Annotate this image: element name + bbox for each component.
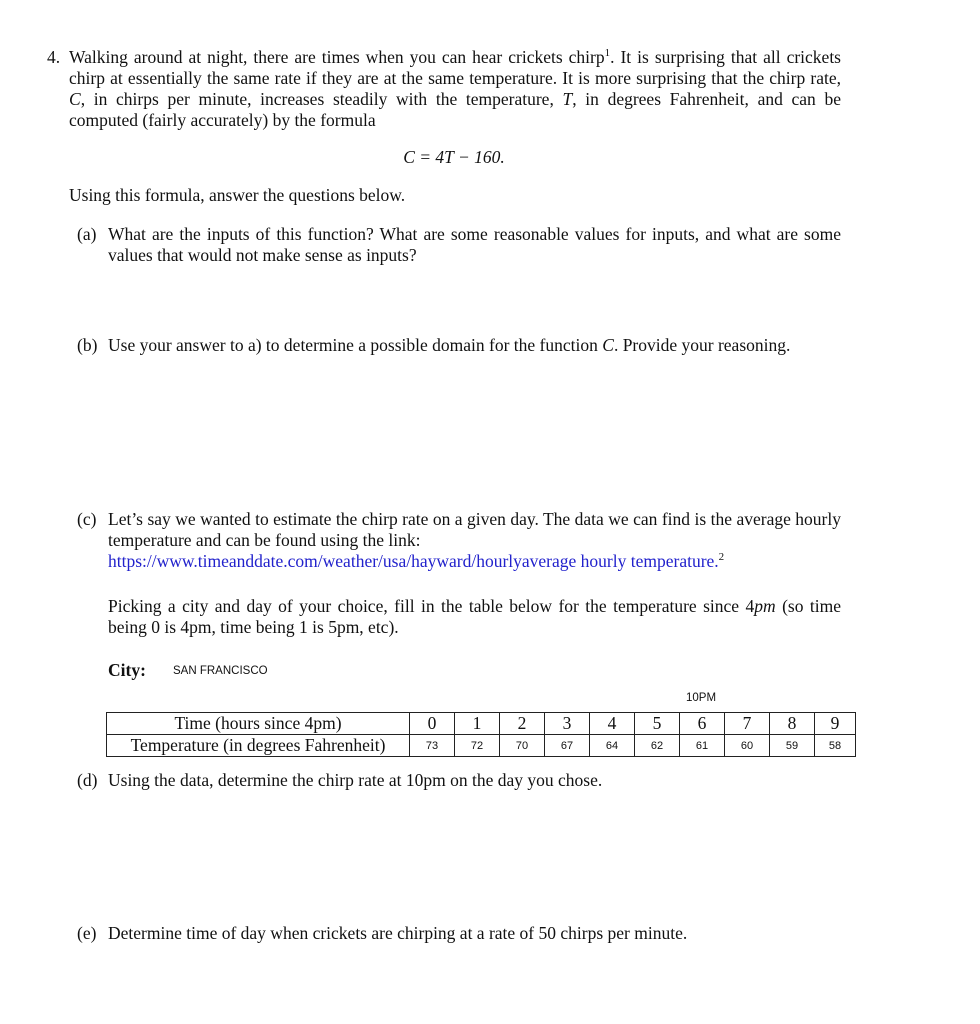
intro-text-4: , in degrees Fahrenheit, and can be computed (fairly accurately) by the formula <box>69 89 841 130</box>
time-cell: 1 <box>455 713 500 735</box>
time-cell: 0 <box>410 713 455 735</box>
temperature-cell[interactable]: 72 <box>455 735 500 757</box>
part-b-text <box>108 335 841 356</box>
city-label: City: <box>108 660 146 680</box>
instruction-text-2: (so time being 0 is 4pm, time being 1 is 5pm, etc). <box>108 596 841 637</box>
part-e-label: (e) <box>77 923 97 943</box>
temperature-cell[interactable]: 64 <box>590 735 635 757</box>
time-cell: 9 <box>815 713 856 735</box>
part-b-variable: C <box>602 335 614 355</box>
temperature-cell[interactable]: 59 <box>770 735 815 757</box>
part-c-text <box>108 509 841 572</box>
time-cell: 2 <box>500 713 545 735</box>
formula <box>0 147 908 168</box>
time-cell: 8 <box>770 713 815 735</box>
variable-t: T <box>562 89 573 109</box>
formula-text: C = 4T − 160. <box>403 147 505 167</box>
time-cell: 5 <box>635 713 680 735</box>
part-d-label: (d) <box>77 770 98 790</box>
footnote-marker-1: 1 <box>604 47 611 60</box>
temperature-cell[interactable]: 61 <box>680 735 725 757</box>
footnote-marker-2: 2 <box>718 551 725 564</box>
part-c-instruction <box>108 596 841 638</box>
temperature-row-label: Temperature (in degrees Fahrenheit) <box>107 735 410 757</box>
part-c-body: Let’s say we wanted to estimate the chirp rate on a given day. The data we can find is the average hourly temperature and can be found using the link: <box>108 509 841 550</box>
intro-text-1: Walking around at night, there are times when you can hear crickets chirp <box>69 47 605 67</box>
intro-text-2: . It is surprising that all crickets chirp at essentially the same rate if they are at the same temperature. It is more surprising that the chirp rate, <box>69 47 841 88</box>
problem-number: 4. <box>47 47 61 67</box>
annotation-10pm: 10PM <box>686 692 717 704</box>
temperature-row <box>107 735 856 757</box>
part-b-text-1: Use your answer to a) to determine a possible domain for the function <box>108 335 603 355</box>
problem-intro <box>69 47 841 131</box>
intro-text-3: , in chirps per minute, increases steadily with the temperature, <box>80 89 563 109</box>
part-a-label: (a) <box>77 224 97 244</box>
temperature-cell[interactable]: 58 <box>815 735 856 757</box>
part-b-text-2: . Provide your reasoning. <box>613 335 791 355</box>
weather-link[interactable]: https://www.timeanddate.com/weather/usa/hayward/hourlyaverage hourly temperature. <box>108 551 719 571</box>
part-a-text: What are the inputs of this function? What are some reasonable values for inputs, and what are some values that would not make sense as inputs? <box>108 224 841 265</box>
time-cell: 4 <box>590 713 635 735</box>
variable-c: C <box>69 89 81 109</box>
part-b-label: (b) <box>77 335 98 355</box>
temperature-cell[interactable]: 67 <box>545 735 590 757</box>
part-e-text: Determine time of day when crickets are chirping at a rate of 50 chirps per minute. <box>108 923 688 943</box>
time-cell: 7 <box>725 713 770 735</box>
time-cell: 3 <box>545 713 590 735</box>
using-instruction: Using this formula, answer the questions below. <box>69 185 406 205</box>
temperature-cell[interactable]: 73 <box>410 735 455 757</box>
time-row <box>107 713 856 735</box>
instruction-pm: pm <box>754 596 776 616</box>
temperature-table <box>106 712 856 757</box>
part-d-text: Using the data, determine the chirp rate at 10pm on the day you chose. <box>108 770 603 790</box>
temperature-cell[interactable]: 70 <box>500 735 545 757</box>
temperature-cell[interactable]: 62 <box>635 735 680 757</box>
instruction-text-1: Picking a city and day of your choice, fill in the table below for the temperature since 4 <box>108 596 755 616</box>
time-cell: 6 <box>680 713 725 735</box>
temperature-cell[interactable]: 60 <box>725 735 770 757</box>
part-c-label: (c) <box>77 509 97 529</box>
city-value: SAN FRANCISCO <box>173 665 268 677</box>
time-row-label: Time (hours since 4pm) <box>107 713 410 735</box>
